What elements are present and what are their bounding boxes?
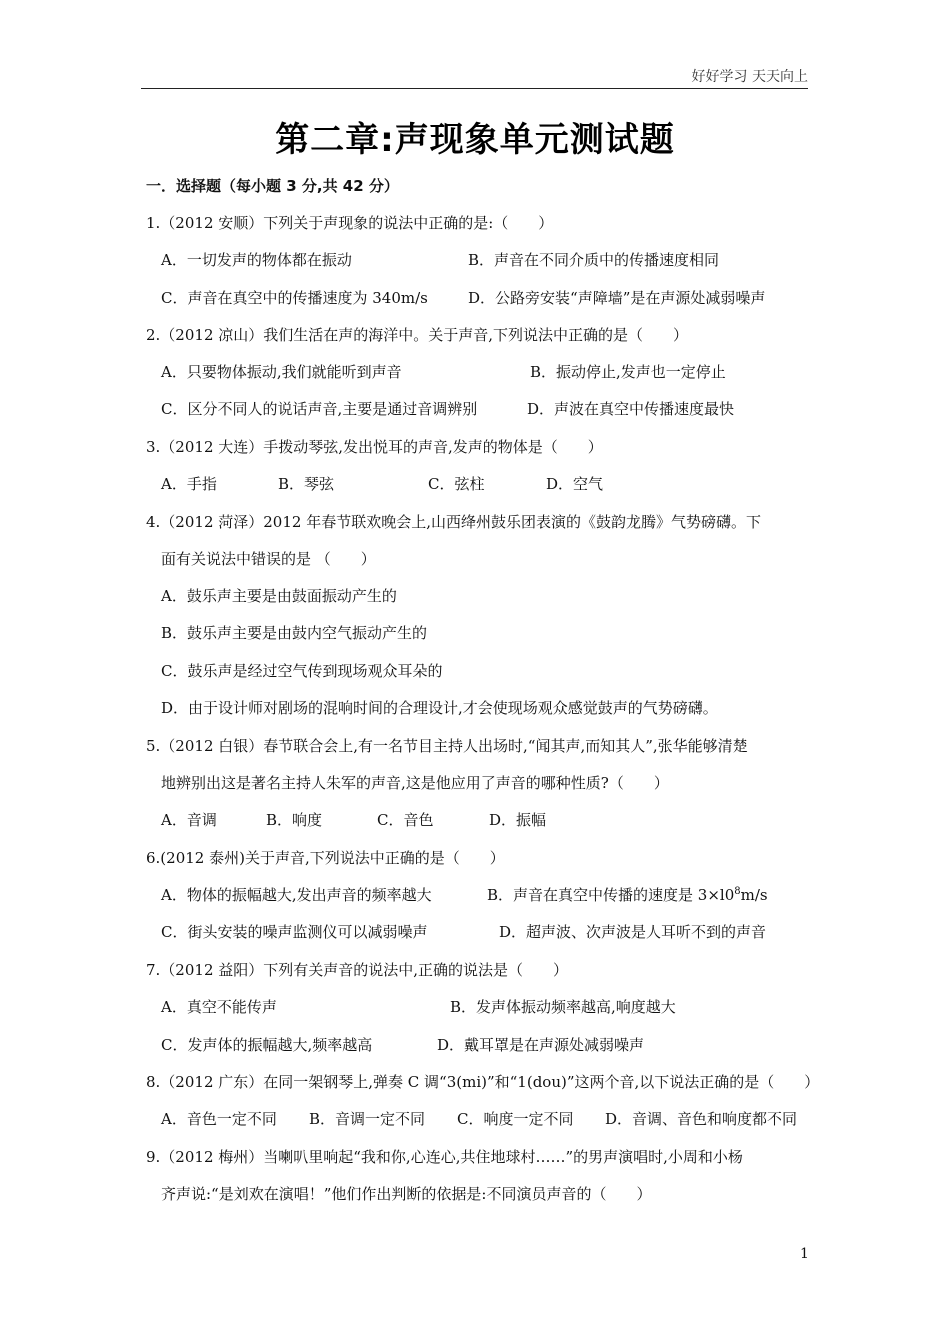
question-5-stem-line1: 5.（2012 白银）春节联合会上,有一名节目主持人出场时,“闻其声,而知其人”,张华能够清楚	[146, 737, 748, 755]
question-1-stem: 1.（2012 安顺）下列关于声现象的说法中正确的是:（ ）	[146, 214, 554, 232]
question-6-option-b-unit: m/s	[740, 886, 768, 904]
question-8-option-c: C．响度一定不同	[457, 1110, 574, 1128]
question-4-stem-line1: 4.（2012 菏泽）2012 年春节联欢晚会上,山西绛州鼓乐团表演的《鼓韵龙腾》气势磅礴。下	[146, 513, 761, 531]
question-1-option-b: B．声音在不同介质中的传播速度相同	[468, 251, 720, 269]
question-4-option-c: C．鼓乐声是经过空气传到现场观众耳朵的	[161, 662, 443, 680]
question-8-stem: 8.（2012 广东）在同一架钢琴上,弹奏 C 调“3(mi)”和“1(dou)”这两个音,以下说法正确的是（ ）	[146, 1073, 820, 1091]
question-6-stem: 6.(2012 泰州)关于声音,下列说法中正确的是（ ）	[146, 849, 505, 867]
question-4-option-d: D．由于设计师对剧场的混响时间的合理设计,才会使现场观众感觉鼓声的气势磅礴。	[161, 699, 718, 717]
question-7-option-b: B．发声体振动频率越高,响度越大	[450, 998, 676, 1016]
question-3-option-b: B．琴弦	[278, 475, 335, 493]
question-5-stem-line2: 地辨别出这是著名主持人朱军的声音,这是他应用了声音的哪种性质?（ ）	[161, 774, 669, 792]
question-7-option-d: D．戴耳罩是在声源处减弱噪声	[437, 1036, 645, 1054]
question-7-option-a: A．真空不能传声	[161, 998, 277, 1016]
question-5-option-c: C．音色	[377, 811, 434, 829]
question-6-option-d: D．超声波、次声波是人耳听不到的声音	[499, 923, 767, 941]
section-heading: 一．选择题（每小题 3 分,共 42 分）	[146, 177, 399, 195]
question-2-stem: 2.（2012 凉山）我们生活在声的海洋中。关于声音,下列说法中正确的是（ ）	[146, 326, 689, 344]
header-tagline: 好好学习 天天向上	[691, 69, 808, 85]
question-3-option-a: A．手指	[161, 475, 217, 493]
question-3-stem: 3.（2012 大连）手拨动琴弦,发出悦耳的声音,发声的物体是（ ）	[146, 438, 603, 456]
question-1-option-c: C．声音在真空中的传播速度为 340m/s	[161, 289, 428, 307]
question-6-option-a: A．物体的振幅越大,发出声音的频率越大	[161, 886, 432, 904]
question-5-option-d: D．振幅	[489, 811, 547, 829]
question-1-option-a: A．一切发声的物体都在振动	[161, 251, 352, 269]
question-4-option-a: A．鼓乐声主要是由鼓面振动产生的	[161, 587, 397, 605]
question-6-option-b-exponent: 8	[734, 886, 741, 897]
question-4-option-b: B．鼓乐声主要是由鼓内空气振动产生的	[161, 624, 428, 642]
question-3-option-c: C．弦柱	[428, 475, 485, 493]
question-4-stem-line2: 面有关说法中错误的是 （ ）	[161, 550, 376, 568]
question-9-stem-line1: 9.（2012 梅州）当喇叭里响起“我和你,心连心,共住地球村……”的男声演唱时,小周和小杨	[146, 1148, 743, 1166]
question-9-stem-line2: 齐声说:“是刘欢在演唱！”他们作出判断的依据是:不同演员声音的（ ）	[161, 1185, 652, 1203]
page-number: 1	[800, 1246, 809, 1262]
question-1-option-d: D．公路旁安装“声障墙”是在声源处减弱噪声	[468, 289, 766, 307]
question-8-option-d: D．音调、音色和响度都不同	[605, 1110, 798, 1128]
header-divider	[141, 88, 808, 89]
question-5-option-a: A．音调	[161, 811, 217, 829]
question-3-option-d: D．空气	[546, 475, 604, 493]
question-8-option-b: B．音调一定不同	[309, 1110, 426, 1128]
question-6-option-c: C．街头安装的噪声监测仪可以减弱噪声	[161, 923, 428, 941]
question-2-option-d: D．声波在真空中传播速度最快	[527, 400, 735, 418]
question-2-option-a: A．只要物体振动,我们就能听到声音	[161, 363, 402, 381]
page-title: 第二章:声现象单元测试题	[275, 120, 675, 160]
question-8-option-a: A．音色一定不同	[161, 1110, 277, 1128]
question-2-option-b: B．振动停止,发声也一定停止	[530, 363, 726, 381]
question-7-stem: 7.（2012 益阳）下列有关声音的说法中,正确的说法是（ ）	[146, 961, 569, 979]
question-6-option-b-text: B．声音在真空中传播的速度是 3×l0	[487, 886, 735, 904]
question-5-option-b: B．响度	[266, 811, 323, 829]
question-7-option-c: C．发声体的振幅越大,频率越高	[161, 1036, 373, 1054]
question-2-option-c: C．区分不同人的说话声音,主要是通过音调辨别	[161, 400, 478, 418]
question-6-option-b	[487, 884, 768, 906]
